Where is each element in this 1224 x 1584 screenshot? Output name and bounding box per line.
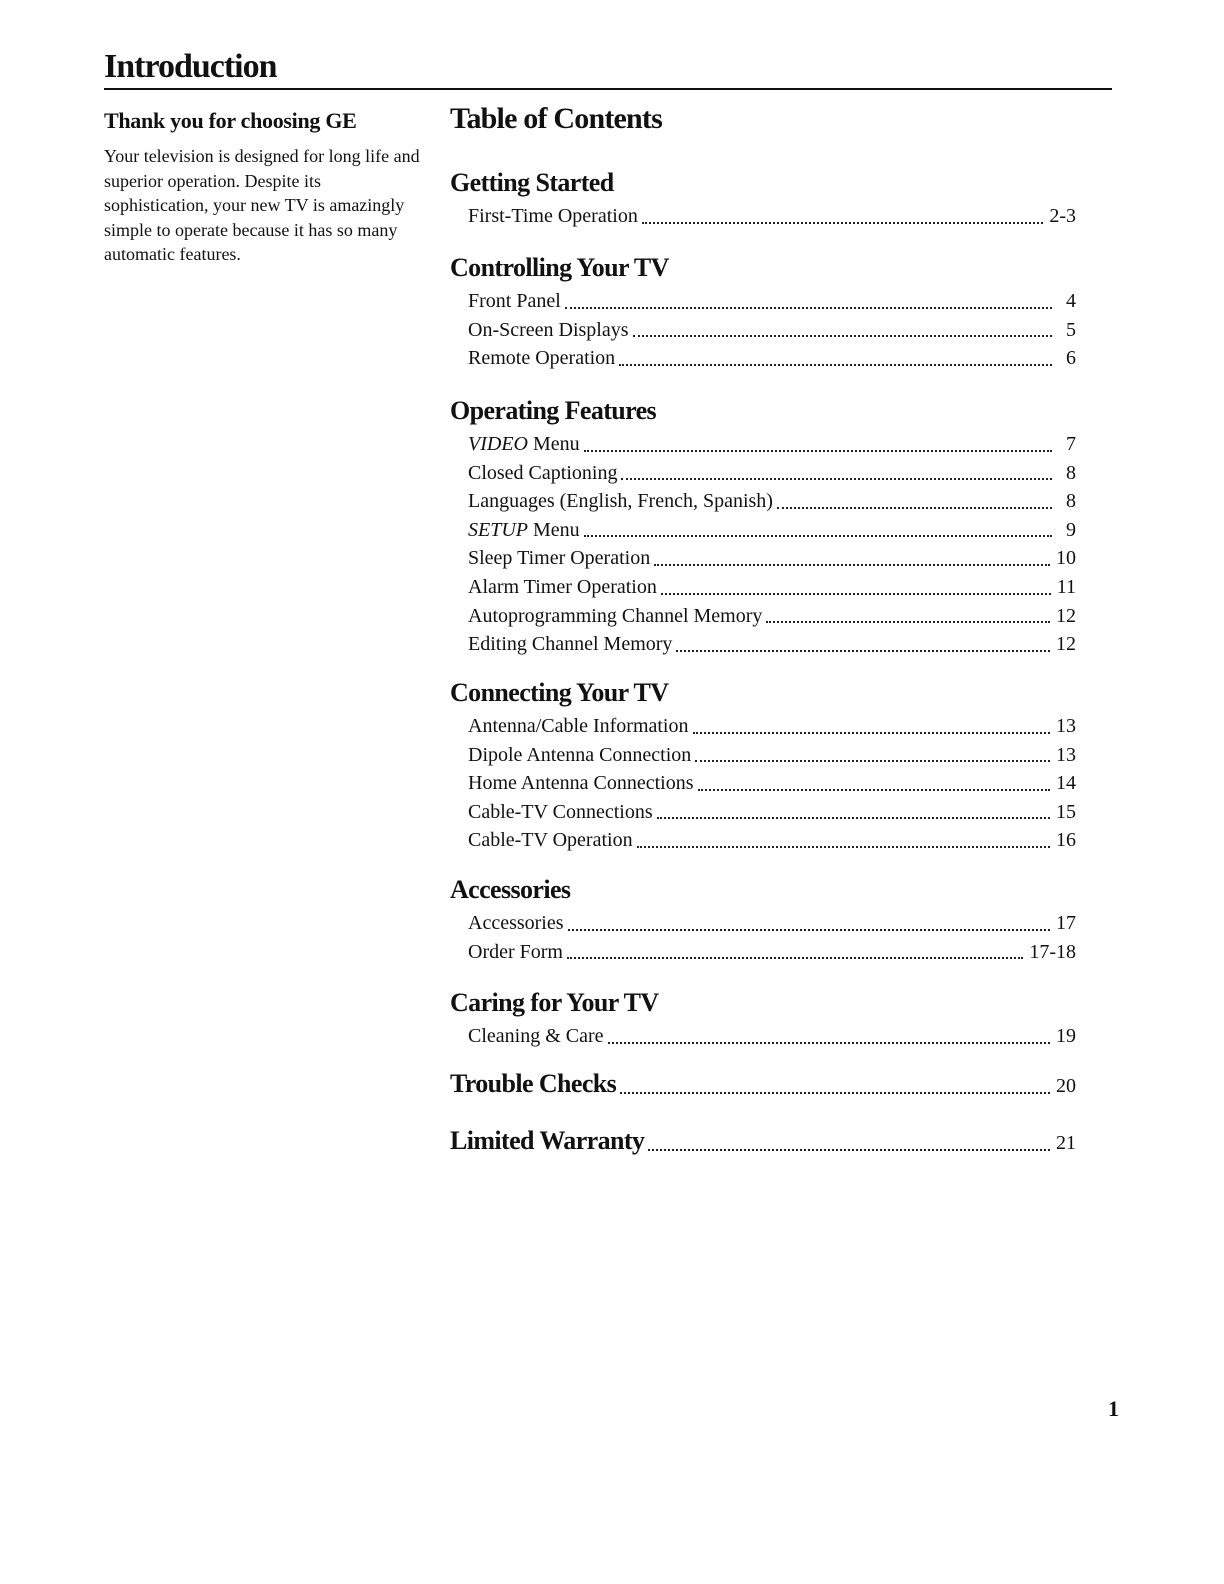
toc-entry-page: 2-3 (1049, 205, 1076, 227)
toc-top-page: 20 (1056, 1075, 1076, 1097)
dot-leader (657, 817, 1050, 819)
dot-leader (648, 1149, 1050, 1151)
toc-entry (450, 938, 1076, 967)
toc-entry (450, 544, 1076, 573)
dot-leader (608, 1042, 1050, 1044)
toc-entry-label-text: First-Time Operation (468, 205, 638, 227)
toc-top-level-entry (450, 1066, 1076, 1102)
toc-entry (450, 344, 1076, 373)
toc-entry (450, 287, 1076, 316)
toc-top-label: Limited Warranty (450, 1126, 645, 1155)
toc-section (450, 251, 1076, 373)
dot-leader (676, 650, 1050, 652)
toc-entry-label-text: Cable-TV Operation (468, 829, 633, 852)
toc-entry-page: 15 (1056, 800, 1076, 823)
toc-entry-page: 6 (1066, 347, 1076, 370)
toc-entry-page: 7 (1066, 433, 1076, 455)
toc-entry-label-text: Closed Captioning (468, 461, 618, 484)
toc-entry-label-text: Editing Channel Memory (468, 633, 673, 656)
toc-entry-label-italic: VIDEO (468, 433, 528, 455)
dot-leader (568, 929, 1050, 931)
toc-entry-label (468, 516, 580, 545)
toc-entry-label-text: Cleaning & Care (468, 1025, 604, 1047)
toc-entry-label-text: Accessories (468, 912, 564, 934)
toc-entry-label (468, 573, 657, 602)
toc-top-page: 21 (1056, 1132, 1076, 1154)
toc-entry (450, 769, 1076, 798)
toc-entry-label-text: Home Antenna Connections (468, 772, 694, 795)
toc-entry-page: 12 (1056, 633, 1076, 656)
toc-entry-label-text: Languages (English, French, Spanish) (468, 490, 773, 513)
toc-entry-page: 19 (1056, 1025, 1076, 1047)
toc-entry-label-text: Dipole Antenna Connection (468, 743, 692, 766)
toc-section (450, 394, 1076, 659)
dot-leader (584, 535, 1052, 537)
toc-entry-page: 17-18 (1029, 940, 1076, 963)
dot-leader (619, 364, 1052, 366)
toc-entry-page: 4 (1066, 290, 1076, 312)
dot-leader (633, 335, 1052, 337)
toc-entry (450, 602, 1076, 631)
toc-entry-label-text: Cable-TV Connections (468, 800, 653, 823)
toc-section-heading: Caring for Your TV (450, 988, 659, 1017)
toc-entry (450, 459, 1076, 488)
toc-section-heading: Operating Features (450, 396, 657, 425)
toc-entry-label (468, 287, 561, 316)
toc-entry-page: 17 (1056, 912, 1076, 934)
toc-entry-label-text: Front Panel (468, 290, 561, 312)
toc-section-heading: Getting Started (450, 168, 614, 197)
dot-leader (695, 760, 1050, 762)
toc-entry-label (468, 826, 633, 855)
toc-section-heading: Controlling Your TV (450, 253, 669, 282)
dot-leader (766, 621, 1050, 623)
toc-entry-label (468, 769, 694, 798)
toc-entry-label (468, 202, 638, 231)
dot-leader (565, 307, 1052, 309)
dot-leader (693, 732, 1051, 734)
toc-entry-label (468, 1022, 604, 1051)
dot-leader (620, 1092, 1050, 1094)
toc-entry-label (468, 938, 563, 967)
toc-entry-page: 14 (1056, 772, 1076, 795)
toc-entry (450, 316, 1076, 345)
toc-entry-label (468, 316, 629, 345)
toc-entry-page: 12 (1056, 604, 1076, 627)
toc-entry-label-text: Menu (527, 433, 580, 455)
toc-entry-page: 11 (1056, 575, 1076, 598)
toc-entry (450, 798, 1076, 827)
toc-section (450, 166, 1076, 231)
dot-leader (698, 789, 1050, 791)
toc-entry-label (468, 741, 691, 770)
toc-entry (450, 430, 1076, 459)
toc-entry-label-text: Remote Operation (468, 347, 616, 370)
toc-entry-page: 13 (1056, 715, 1076, 737)
dot-leader (661, 593, 1051, 595)
toc-entry-label-text: Autoprogramming Channel Memory (468, 604, 763, 627)
toc-entry-label-text: Order Form (468, 940, 563, 963)
dot-leader (567, 957, 1023, 959)
toc-entry-label (468, 344, 615, 373)
toc-entry-label (468, 712, 689, 741)
header-rule (104, 88, 1112, 90)
toc-entry-label-text: Alarm Timer Operation (468, 575, 657, 598)
toc-entry-label-text: Sleep Timer Operation (468, 547, 651, 570)
toc-top-row (450, 1066, 1076, 1102)
toc-entry-page: 5 (1066, 318, 1076, 341)
toc-entry (450, 202, 1076, 231)
toc-entry (450, 909, 1076, 938)
toc-entry-label-text: On-Screen Displays (468, 318, 629, 341)
dot-leader (642, 222, 1044, 224)
toc-entry-label (468, 459, 617, 488)
toc-entry-label-text: Antenna/Cable Information (468, 715, 689, 737)
toc-entry (450, 1022, 1076, 1051)
toc-entry-label (468, 798, 653, 827)
toc-entry-label (468, 430, 580, 459)
dot-leader (637, 846, 1050, 848)
toc-entry-page: 8 (1066, 461, 1076, 484)
toc-entry (450, 712, 1076, 741)
toc-entry-page: 8 (1066, 490, 1076, 513)
toc-entry-label (468, 602, 762, 631)
toc-entry-page: 10 (1056, 547, 1076, 570)
toc-entry-page: 13 (1056, 743, 1076, 766)
intro-panel (104, 108, 434, 267)
toc-entry-page: 16 (1056, 829, 1076, 852)
toc-section (450, 986, 1076, 1051)
toc-entry-label (468, 544, 650, 573)
toc-section-heading: Connecting Your TV (450, 678, 669, 707)
toc-entry-label-italic: SETUP (468, 518, 528, 541)
page-number: 1 (1108, 1396, 1119, 1421)
toc-top-level-entry (450, 1123, 1076, 1159)
toc-entry (450, 516, 1076, 545)
toc-entry-label-text: Menu (528, 518, 580, 541)
toc-section (450, 873, 1076, 966)
intro-body: Your television is designed for long life and superior operation. Despite its sophistication, your new TV is amazingly simple to operate because it has so many automatic features. (104, 146, 420, 264)
toc-section (450, 676, 1076, 855)
toc-entry (450, 741, 1076, 770)
intro-heading: Thank you for choosing GE (104, 108, 357, 133)
toc-title: Table of Contents (450, 102, 662, 135)
dot-leader (654, 564, 1050, 566)
dot-leader (777, 507, 1052, 509)
toc-section-heading: Accessories (450, 875, 571, 904)
toc-entry (450, 573, 1076, 602)
toc-entry-label (468, 487, 773, 516)
page-title: Introduction (104, 48, 277, 85)
toc-entry-page: 9 (1066, 518, 1076, 541)
toc-entry-label (468, 909, 564, 938)
toc-top-row (450, 1123, 1076, 1159)
toc-entry-label (468, 630, 672, 659)
toc-entry (450, 630, 1076, 659)
toc-top-label: Trouble Checks (450, 1069, 617, 1098)
toc-entry (450, 487, 1076, 516)
dot-leader (584, 450, 1052, 452)
dot-leader (621, 478, 1052, 480)
toc-entry (450, 826, 1076, 855)
